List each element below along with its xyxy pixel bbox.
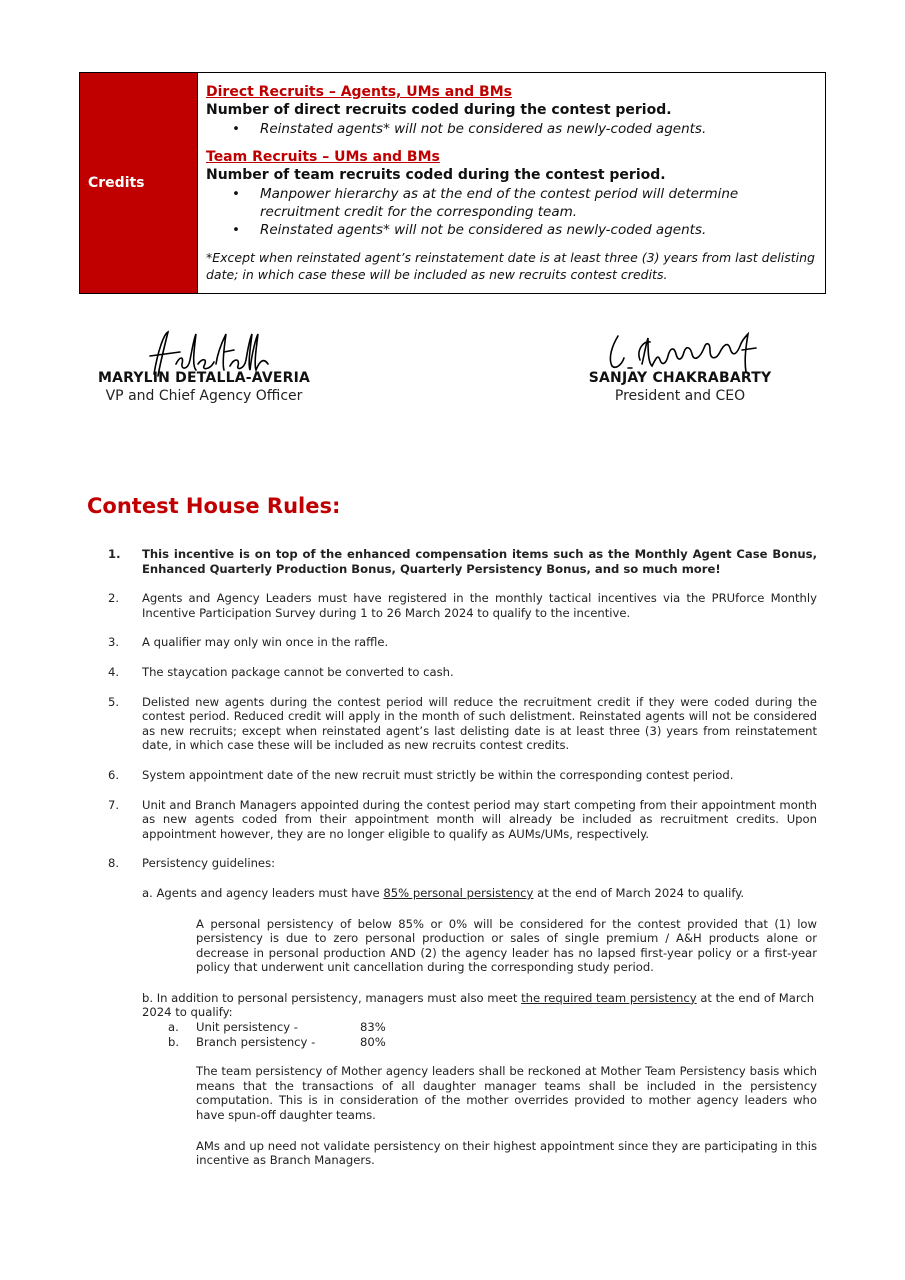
rule-number: 1. bbox=[108, 547, 121, 561]
signatory-left bbox=[84, 330, 324, 404]
rule-text: A qualifier may only win once in the raffle. bbox=[142, 635, 389, 650]
persistency-level-row bbox=[168, 1035, 817, 1050]
persistency-level-row bbox=[168, 1020, 817, 1035]
rule-text: Agents and Agency Leaders must have registered in the monthly tactical incentives via the PRUforce Monthly Incentive Participation Survey during 1 to 26 March 2024 to qualify to the incentive. bbox=[142, 591, 817, 620]
team-recruits-bullets bbox=[206, 185, 817, 239]
signatory-name: MARYLIN DETALLA-AVERIA bbox=[97, 370, 311, 386]
rules-list bbox=[108, 547, 817, 1184]
rule-text: This incentive is on top of the enhanced compensation items such as the Monthly Agent Case Bonus, Enhanced Quarterly Production Bonus, Quarterly Persistency Bonus, and so much more! bbox=[142, 547, 817, 576]
direct-recruits-subtitle: Number of direct recruits coded during the contest period. bbox=[206, 102, 672, 118]
team-recruits-section bbox=[206, 148, 817, 239]
rule-text: System appointment date of the new recruit must strictly be within the corresponding contest period. bbox=[142, 767, 734, 782]
credits-table bbox=[79, 72, 826, 294]
rules-heading: Contest House Rules: bbox=[87, 494, 341, 518]
team-recruits-subtitle: Number of team recruits coded during the contest period. bbox=[206, 167, 666, 183]
rule-item bbox=[108, 547, 817, 576]
rule-text: at the end of March 2024 to qualify. bbox=[533, 885, 745, 900]
personal-persistency-note: A personal persistency of below 85% or 0% will be considered for the contest provided that (1) low persistency is due to zero personal production or sales of single premium / A&H products alone or decrease in personal production AND (2) the agency leader has no lapsed first-year policy or a first-year policy that underwent unit cancellation during the corresponding study period. bbox=[196, 916, 817, 975]
direct-recruits-bullets bbox=[206, 120, 817, 138]
rule-number: 5. bbox=[108, 694, 120, 709]
signatory-title: President and CEO bbox=[614, 388, 746, 404]
rule-text-underlined: the required team persistency bbox=[521, 990, 697, 1005]
signatory-title: VP and Chief Agency Officer bbox=[105, 388, 303, 404]
rule-item bbox=[108, 695, 817, 753]
level-value: 83% bbox=[360, 1020, 386, 1035]
signature-scribble-left bbox=[84, 330, 324, 380]
rule-number: 8. bbox=[108, 856, 120, 871]
direct-recruits-title: Direct Recruits – Agents, UMs and BMs bbox=[206, 84, 512, 100]
rule-number: 2. bbox=[108, 591, 120, 606]
level-name: Branch persistency - bbox=[196, 1034, 316, 1049]
team-persistency-rule bbox=[142, 991, 817, 1020]
rule-item bbox=[108, 635, 817, 650]
rule-number: 3. bbox=[108, 635, 120, 650]
rule-item bbox=[108, 665, 817, 680]
rule-item bbox=[108, 768, 817, 783]
rule-number: 7. bbox=[108, 797, 120, 812]
credits-body bbox=[198, 73, 825, 293]
rule-item bbox=[108, 591, 817, 620]
bullet-item: • Reinstated agents* will not be considered as newly-coded agents. bbox=[260, 221, 817, 239]
rule-text: The staycation package cannot be converted to cash. bbox=[142, 664, 454, 679]
persistency-guidelines bbox=[142, 886, 817, 1168]
level-letter: a. bbox=[168, 1020, 179, 1035]
bullet-item: • Reinstated agents* will not be considered as newly-coded agents. bbox=[260, 120, 817, 138]
level-letter: b. bbox=[168, 1034, 180, 1049]
rule-number: 4. bbox=[108, 664, 120, 679]
direct-recruits-section bbox=[206, 83, 817, 138]
rule-text-underlined: 85% personal persistency bbox=[383, 885, 534, 900]
signature-scribble-right bbox=[578, 330, 782, 380]
signatory-name: SANJAY CHAKRABARTY bbox=[588, 370, 772, 386]
branch-manager-note: AMs and up need not validate persistency on their highest appointment since they are participating in this incentive as Branch Managers. bbox=[196, 1138, 817, 1168]
rule-text: a. Agents and agency leaders must have bbox=[142, 885, 384, 900]
team-persistency-note: The team persistency of Mother agency leaders shall be reckoned at Mother Team Persistency basis which means that the transactions of all daughter manager teams shall be included in the persistency computation. This is in consideration of the mother overrides provided to mother agency leaders who have spun-off daughter teams. bbox=[196, 1064, 817, 1123]
rule-text: at the end of March 2024 to qualify: bbox=[142, 990, 815, 1020]
credits-label: Credits bbox=[80, 73, 198, 293]
rule-text: Persistency guidelines: bbox=[142, 856, 276, 871]
signatory-right bbox=[578, 330, 782, 404]
bullet-item: • Manpower hierarchy as at the end of the contest period will determine recruitment credit for the corresponding team. bbox=[260, 185, 817, 221]
team-recruits-title: Team Recruits – UMs and BMs bbox=[206, 149, 440, 165]
rule-text: Unit and Branch Managers appointed during the contest period may start competing from their appointment month as new agents coded from their appointment month will already be included as recruitment credits. Upon appointment however, they are no longer eligible to qualify as AUMs/UMs, respectively. bbox=[142, 797, 817, 841]
rule-item bbox=[108, 798, 817, 842]
level-name: Unit persistency - bbox=[196, 1020, 298, 1035]
credits-footnote: *Except when reinstated agent’s reinstatement date is at least three (3) years from last delisting date; in which case these will be included as new recruits contest credits. bbox=[206, 250, 815, 282]
rule-number: 6. bbox=[108, 767, 120, 782]
rule-item bbox=[108, 856, 817, 871]
level-value: 80% bbox=[360, 1034, 386, 1049]
rule-text: b. In addition to personal persistency, managers must also meet bbox=[142, 990, 522, 1005]
rule-text: Delisted new agents during the contest period will reduce the recruitment credit if they were coded during the contest period. Reduced credit will apply in the month of such delistment. Reinstated agents will not be considered as new recruits; except when reinstated agent’s last delisting date is at least three (3) years from reinstatement date, in which case these will be included as new recruits contest credits. bbox=[142, 694, 817, 753]
personal-persistency-rule bbox=[142, 886, 817, 901]
